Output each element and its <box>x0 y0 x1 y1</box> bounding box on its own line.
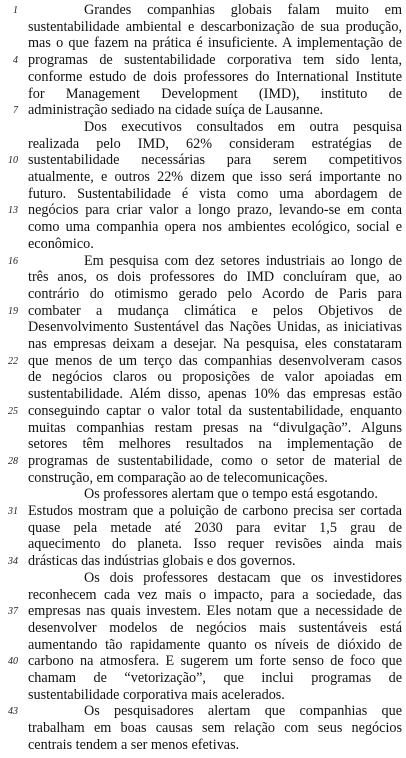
body-text: Desenvolvimento Sustentável das Nações Unidas, as iniciativas <box>28 319 402 336</box>
body-text: Grandes companhias globais falam muito em <box>84 2 402 18</box>
body-text: trabalham em boas causas sem relação com seus negócios <box>28 720 402 737</box>
body-text: Os pesquisadores alertam que companhias que <box>84 703 402 720</box>
body-text: contrário do otimismo gerado pelo Acordo de Paris para <box>28 285 402 302</box>
body-text: sustentabilidade ambiental e descarbonização de sua produção, <box>28 18 402 35</box>
body-text: de negócios claros ou proposições de valor apoiadas em <box>28 369 402 386</box>
line-number: 1 <box>13 5 18 16</box>
body-text: setores têm melhores resultados na implementação de <box>28 436 402 453</box>
body-text: sustentabilidade corporativa mais acelerados. <box>28 686 285 703</box>
line-number: 4 <box>13 55 18 67</box>
text-line <box>0 219 406 236</box>
body-text: aumentando tão rapidamente quanto os níveis de dióxido de <box>28 636 402 653</box>
line-number: 7 <box>13 105 18 117</box>
body-text: nas empresas deixam a desejar. Na pesquisa, eles constataram <box>28 336 402 352</box>
text-line <box>0 386 406 403</box>
body-text: chamam de “vetorização”, que inclui programas de <box>28 670 402 686</box>
body-text: administração sediado na cidade suíça de Lausanne. <box>28 102 324 119</box>
body-text: sustentabilidade. Além disso, apenas 10% das empresas estão <box>28 386 402 403</box>
body-text: desenvolver modelos de negócios mais sustentáveis está <box>28 619 402 636</box>
body-text: Em pesquisa com dez setores industriais ao longo de <box>84 252 402 269</box>
text-line <box>0 687 406 704</box>
line-number: 37 <box>8 606 18 618</box>
body-text: Dos executivos consultados em outra pesquisa <box>84 118 402 135</box>
line-number: 10 <box>8 155 18 167</box>
text-line <box>0 737 406 754</box>
text-line <box>0 69 406 86</box>
text-line <box>0 35 406 52</box>
text-line <box>0 703 406 720</box>
body-text: reconhecem cada vez mais o impacto, para a sociedade, das <box>28 586 402 603</box>
line-number: 28 <box>8 455 18 467</box>
body-text: conforme estudo de dois professores do International Institute <box>28 68 402 85</box>
line-number: 40 <box>8 656 18 668</box>
text-line <box>0 269 406 286</box>
text-line <box>0 136 406 153</box>
body-text: quase pela metade até 2030 para evitar 1,5 grau de <box>28 519 402 536</box>
body-text: futuro. Sustentabilidade é vista como uma abordagem de <box>28 185 402 202</box>
text-line <box>0 470 406 487</box>
text-line <box>0 369 406 386</box>
body-text: programas de sustentabilidade corporativa tem sido lenta, <box>28 52 402 69</box>
text-line <box>0 453 406 470</box>
text-line <box>0 653 406 670</box>
text-line <box>0 319 406 336</box>
text-line <box>0 587 406 604</box>
line-number: 31 <box>8 506 18 517</box>
text-line <box>0 503 406 520</box>
line-number: 16 <box>8 255 18 267</box>
body-text: for Management Development (IMD), instituto de <box>28 85 402 102</box>
text-line <box>0 637 406 654</box>
text-line <box>0 570 406 587</box>
body-text: atualmente, e outros 22% dizem que isso será importante no <box>28 169 402 185</box>
body-text: Os dois professores destacam que os investidores <box>84 569 402 586</box>
text-line <box>0 720 406 737</box>
text-line <box>0 536 406 553</box>
text-line <box>0 19 406 36</box>
line-number: 19 <box>8 305 18 317</box>
body-text: que menos de um terço das companhias desenvolveram casos <box>28 352 402 369</box>
text-line <box>0 520 406 537</box>
line-number: 13 <box>8 205 18 217</box>
body-text: Os professores alertam que o tempo está esgotando. <box>84 486 378 503</box>
line-number: 34 <box>8 556 18 568</box>
body-text: mas o que fazem na prática é insuficiente. A implementação de <box>28 35 402 52</box>
body-text: negócios para criar valor a longo prazo, levando-se em conta <box>28 202 402 219</box>
text-line <box>0 236 406 253</box>
body-text: construção, em comparação ao de telecomunicações. <box>28 469 328 486</box>
line-number: 22 <box>8 355 18 367</box>
line-number: 25 <box>8 405 18 417</box>
text-line <box>0 420 406 437</box>
body-text: três anos, os dois professores do IMD concluíram que, ao <box>28 269 402 286</box>
text-line <box>0 169 406 186</box>
body-text: sustentabilidade necessárias para serem competitivos <box>28 152 402 169</box>
text-line <box>0 436 406 453</box>
text-line <box>0 670 406 687</box>
text-line <box>0 603 406 620</box>
body-text: muitas companhias restam presas na “divulgação”. Alguns <box>28 419 402 436</box>
body-text: realizada pelo IMD, 62% consideram estratégias de <box>28 135 402 152</box>
text-line <box>0 336 406 353</box>
body-text: carbono na atmosfera. E sugerem um forte senso de foco que <box>28 653 402 670</box>
body-text: conseguindo captar o valor total da sustentabilidade, enquanto <box>28 402 402 419</box>
body-text: combater a mudança climática e pelos Objetivos de <box>28 302 402 319</box>
body-text: programas de sustentabilidade, como o setor de material de <box>28 452 402 469</box>
body-text: empresas nas quais investem. Eles notam que a necessidade de <box>28 603 402 620</box>
body-text: aquecimento do planeta. Isso requer revisões ainda mais <box>28 536 402 553</box>
text-line <box>0 486 406 503</box>
text-line <box>0 102 406 119</box>
text-line <box>0 52 406 69</box>
text-line <box>0 253 406 270</box>
text-line <box>0 152 406 169</box>
text-line <box>0 620 406 637</box>
text-line <box>0 286 406 303</box>
text-line <box>0 303 406 320</box>
text-line <box>0 119 406 136</box>
body-text: centrais tendem a ser menos efetivas. <box>28 736 240 753</box>
text-line <box>0 403 406 420</box>
text-line <box>0 202 406 219</box>
line-number: 43 <box>8 706 18 718</box>
text-line <box>0 353 406 370</box>
text-line <box>0 553 406 570</box>
body-text: Estudos mostram que a poluição de carbono precisa ser cortada <box>28 503 402 519</box>
body-text: como uma companhia opera nos ambientes ecológico, social e <box>28 219 402 236</box>
text-line <box>0 186 406 203</box>
text-line <box>0 2 406 19</box>
text-line <box>0 86 406 103</box>
body-text: econômico. <box>28 235 94 252</box>
body-text: drásticas das indústrias globais e dos governos. <box>28 553 296 570</box>
